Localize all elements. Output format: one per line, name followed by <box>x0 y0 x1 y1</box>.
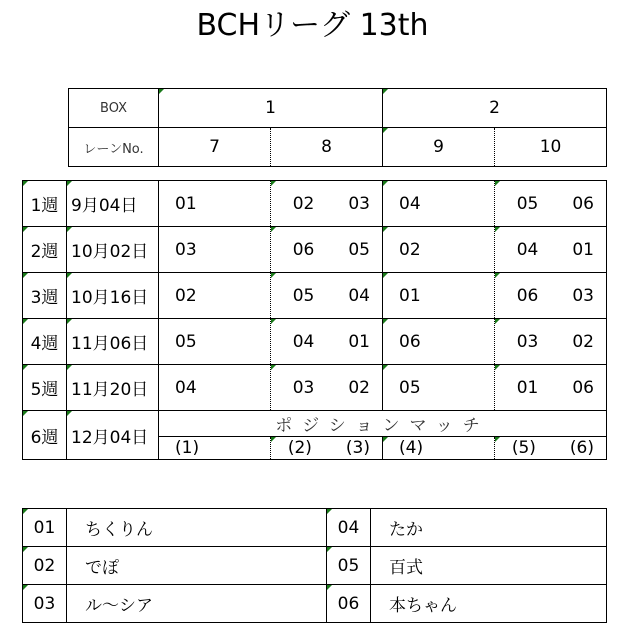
player-number: 05 <box>348 239 370 260</box>
player-pair <box>271 378 382 398</box>
player-number: 01 <box>175 193 197 214</box>
player-pair <box>271 286 382 306</box>
lane-row <box>69 128 607 167</box>
player-number: 06 <box>292 239 315 260</box>
player-number: (6) <box>569 438 594 458</box>
week-label: 2週 <box>23 227 67 273</box>
player-number: 06 <box>572 377 594 398</box>
match-date: 10月16日 <box>67 273 159 319</box>
lane-9-slot <box>383 319 495 365</box>
player-name: 本ちゃん <box>371 585 607 623</box>
schedule-row <box>23 319 607 365</box>
player-number: 05 <box>175 331 197 352</box>
player-number: 02 <box>175 285 197 306</box>
lane-8-slot <box>271 365 383 411</box>
lane-8-slot <box>271 319 383 365</box>
player-id: 03 <box>23 585 67 623</box>
lane-7-slot <box>159 181 271 227</box>
lane-7-slot <box>159 273 271 319</box>
schedule-row <box>23 411 607 437</box>
lane-7-slot <box>159 227 271 273</box>
player-number: 03 <box>175 239 197 260</box>
player-pair <box>271 194 382 214</box>
lane-9-slot <box>383 181 495 227</box>
lane-9-slot <box>383 227 495 273</box>
player-id: 01 <box>23 509 67 547</box>
lane-10-slot <box>495 227 607 273</box>
player-legend-table <box>22 508 607 623</box>
box-row <box>69 89 607 128</box>
match-date: 10月02日 <box>67 227 159 273</box>
player-number: 02 <box>292 193 315 214</box>
position-match-label: ポジションマッチ <box>159 411 607 437</box>
player-number: 03 <box>516 331 539 352</box>
player-number: 02 <box>348 377 370 398</box>
player-number: 01 <box>399 285 421 306</box>
lane-10: 10 <box>495 128 607 167</box>
player-id: 06 <box>327 585 371 623</box>
lane-9-slot <box>383 273 495 319</box>
match-date: 11月06日 <box>67 319 159 365</box>
player-number: 04 <box>175 377 197 398</box>
match-date: 11月20日 <box>67 365 159 411</box>
player-pair <box>271 332 382 352</box>
lane-8-slot <box>271 437 383 460</box>
player-pair <box>495 240 606 260</box>
week-label: 1週 <box>23 181 67 227</box>
match-date: 9月04日 <box>67 181 159 227</box>
player-number: 02 <box>572 331 594 352</box>
lane-10-slot <box>495 365 607 411</box>
week-label: 6週 <box>23 411 67 460</box>
box-2: 2 <box>383 89 607 128</box>
player-number: 01 <box>348 331 370 352</box>
player-pair <box>271 438 382 458</box>
player-number: 06 <box>399 331 421 352</box>
lane-8-slot <box>271 227 383 273</box>
player-number: 06 <box>572 193 594 214</box>
player-number: 01 <box>516 377 539 398</box>
lane-header-table <box>68 88 607 167</box>
legend-row <box>23 509 607 547</box>
schedule-table <box>22 180 607 460</box>
page-title: BCHリーグ 13th <box>196 8 429 43</box>
lane-8-slot <box>271 181 383 227</box>
match-date: 12月04日 <box>67 411 159 460</box>
player-number: 05 <box>292 285 315 306</box>
player-number: (3) <box>345 438 370 458</box>
player-number: 03 <box>572 285 594 306</box>
schedule-row <box>23 365 607 411</box>
box-label: BOX <box>69 89 159 128</box>
lane-8: 8 <box>271 128 383 167</box>
player-number: 02 <box>399 239 421 260</box>
player-number: (4) <box>399 438 424 458</box>
player-number: 04 <box>348 285 370 306</box>
schedule-row <box>23 273 607 319</box>
lane-10-slot <box>495 437 607 460</box>
lane-8-slot <box>271 273 383 319</box>
player-pair <box>271 240 382 260</box>
player-pair <box>495 286 606 306</box>
lane-7: 7 <box>159 128 271 167</box>
player-number: 01 <box>572 239 594 260</box>
lane-label: レーンNo. <box>69 128 159 167</box>
lane-9-slot <box>383 437 495 460</box>
box-1: 1 <box>159 89 383 128</box>
lane-7-slot <box>159 365 271 411</box>
player-pair <box>495 194 606 214</box>
schedule-row <box>23 181 607 227</box>
schedule-row <box>23 227 607 273</box>
lane-9: 9 <box>383 128 495 167</box>
week-label: 3週 <box>23 273 67 319</box>
player-number: 05 <box>399 377 421 398</box>
player-name: たか <box>371 509 607 547</box>
week-label: 5週 <box>23 365 67 411</box>
player-id: 04 <box>327 509 371 547</box>
player-number: (5) <box>511 438 536 458</box>
lane-7-slot <box>159 437 271 460</box>
player-pair <box>495 438 606 458</box>
week-label: 4週 <box>23 319 67 365</box>
player-number: 03 <box>292 377 315 398</box>
player-pair <box>495 332 606 352</box>
player-id: 02 <box>23 547 67 585</box>
player-name: ちくりん <box>67 509 327 547</box>
player-number: 05 <box>516 193 539 214</box>
player-number: (2) <box>287 438 312 458</box>
legend-row <box>23 547 607 585</box>
player-number: (1) <box>175 438 200 458</box>
player-name: でぽ <box>67 547 327 585</box>
lane-9-slot <box>383 365 495 411</box>
player-number: 04 <box>292 331 315 352</box>
player-number: 03 <box>348 193 370 214</box>
player-number: 06 <box>516 285 539 306</box>
player-name: ル～シア <box>67 585 327 623</box>
player-id: 05 <box>327 547 371 585</box>
player-pair <box>495 378 606 398</box>
player-number: 04 <box>516 239 539 260</box>
lane-10-slot <box>495 181 607 227</box>
player-name: 百式 <box>371 547 607 585</box>
lane-7-slot <box>159 319 271 365</box>
lane-10-slot <box>495 273 607 319</box>
legend-row <box>23 585 607 623</box>
player-number: 04 <box>399 193 421 214</box>
lane-10-slot <box>495 319 607 365</box>
